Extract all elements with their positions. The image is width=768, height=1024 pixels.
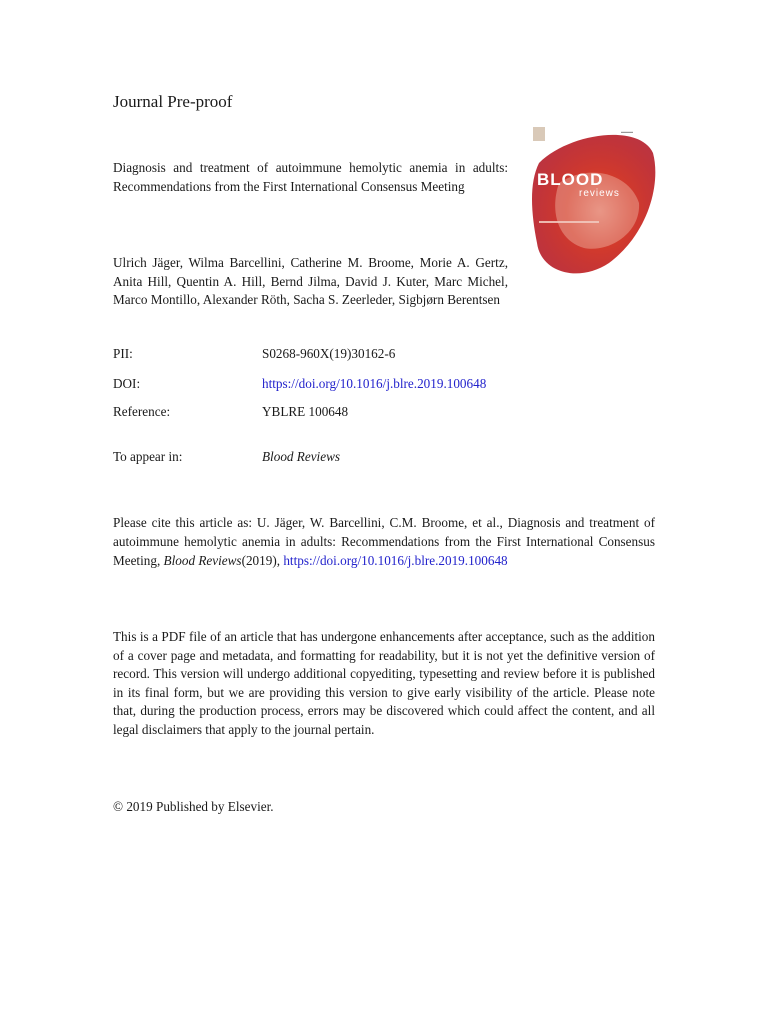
appear-in-label: To appear in: — [113, 449, 183, 464]
pii-label: PII: — [113, 346, 133, 361]
journal-cover-image — [529, 123, 657, 287]
elsevier-logo-icon — [533, 127, 545, 141]
cover-title-reviews: reviews — [579, 188, 620, 199]
article-authors: Ulrich Jäger, Wilma Barcellini, Catherine M. Broome, Morie A. Gertz, Anita Hill, Quentin A. Hill, Bernd Jilma, David J. Kuter, Marc Michel, Marco Montillo, Alexander Röth, Sacha S. Zeerleder, Sigbjørn Berentsen — [113, 255, 508, 307]
copyright-notice: © 2019 Published by Elsevier. — [113, 799, 274, 814]
appear-in-journal: Blood Reviews — [262, 449, 341, 464]
citation-journal: Blood Reviews — [163, 553, 242, 568]
doi-link[interactable]: https://doi.org/10.1016/j.blre.2019.100648 — [262, 376, 487, 391]
article-title: Diagnosis and treatment of autoimmune hemolytic anemia in adults: Recommendations from the First International Consensus Meeting — [113, 160, 508, 194]
pre-proof-notice: This is a PDF file of an article that has undergone enhancements after acceptance, such as the addition of a cover page and metadata, and formatting for readability, but it is not yet the definitive version of record. This version will undergo additional copyediting, typesetting and review before it is published in its final form, but we are providing this version to give early visibility of the article. Please note that, during the production process, errors may be discovered which could affect the content, and all legal disclaimers that apply to the journal pertain. — [113, 629, 655, 737]
citation-year: (2019), — [241, 553, 284, 568]
citation-paragraph — [113, 513, 655, 570]
svg-text:▬▬▬: ▬▬▬ — [621, 129, 633, 134]
reference-label: Reference: — [113, 404, 171, 419]
cover-title-blood: BLOOD — [537, 170, 604, 189]
pii-value: S0268-960X(19)30162-6 — [262, 346, 396, 361]
cover-artwork — [529, 123, 657, 287]
reference-value: YBLRE 100648 — [262, 404, 349, 419]
citation-doi-link[interactable]: https://doi.org/10.1016/j.blre.2019.100648 — [283, 553, 508, 568]
journal-pre-proof-heading: Journal Pre-proof — [113, 92, 233, 111]
citation-text: Please cite this article as: U. Jäger, W. Barcellini, C.M. Broome, et al., Diagnosis and treatment of autoimmune hemolytic anemia in adults: Recommendations from the First International Consensus Meeting, — [113, 515, 655, 568]
doi-label: DOI: — [113, 376, 141, 391]
